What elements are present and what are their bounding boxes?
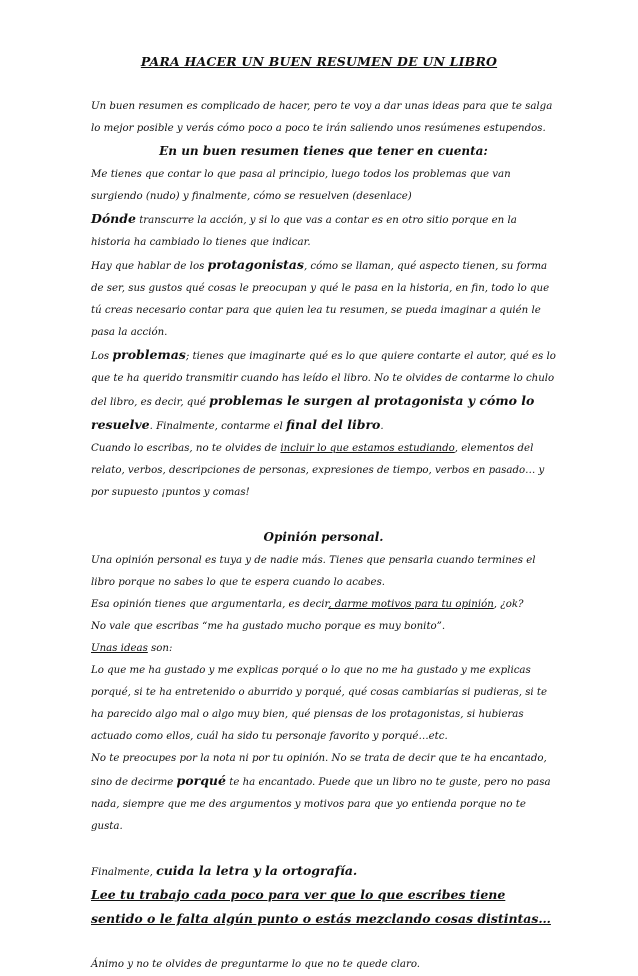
underlined-phrase: incluir lo que estamos estudiando	[280, 443, 455, 454]
bold-term: final del libro	[286, 417, 381, 432]
ideas-label: Unas ideas son:	[91, 643, 173, 654]
document-title: PARA HACER UN BUEN RESUMEN DE UN LIBRO	[140, 54, 498, 69]
bold-term: problemas le surgen al protagonista y cómo lo resuelve	[91, 393, 535, 432]
underlined-phrase: , darme motivos para tu opinión	[328, 599, 494, 610]
opinion-paragraph-1: Una opinión personal es tuya y de nadie más. Tienes que pensarla cuando termines el libro porque no sabes lo que te espera cuando lo acabes.	[91, 555, 536, 588]
document-body	[91, 96, 556, 976]
underlined-phrase: Unas ideas	[91, 643, 148, 654]
final-paragraph: Finalmente, cuida la letra y la ortografía.	[91, 863, 358, 878]
characters-paragraph: Hay que hablar de los protagonistas, cómo se llaman, qué aspecto tienen, su forma de ser, sus gustos qué cosas le preocupan y qué le pasa en la historia, en fin, todo lo que tú creas necesario contar para que quien lea tu resumen, se pueda imaginar a quién le pasa la acción.	[91, 257, 550, 338]
setting-paragraph: Dónde transcurre la acción, y si lo que vas a contar es en otro sitio porque en la historia ha cambiado lo tienes que indicar.	[91, 211, 517, 248]
plot-paragraph: Me tienes que contar lo que pasa al principio, luego todos los problemas que van surgiendo (nudo) y finalmente, cómo se resuelven (desenlace)	[91, 169, 511, 202]
closing-paragraph: Ánimo y no te olvides de preguntarme lo que no te quede claro.	[91, 959, 421, 970]
problems-paragraph: Los problemas; tienes que imaginarte qué es lo que quiere contarte el autor, qué es lo que te ha querido transmitir cuando has leído el libro. No te olvides de contarme lo chulo del libro, es decir, qué problemas le surgen al protagonista y cómo lo resuelve. Finalmente, contarme el final del libro.	[91, 347, 556, 432]
bold-term: Dónde	[91, 211, 136, 226]
writing-paragraph: Cuando lo escribas, no te olvides de incluir lo que estamos estudiando, elementos del relato, verbos, descripciones de personas, expresiones de tiempo, verbos en pasado… y por supuesto ¡puntos y comas!	[91, 443, 545, 498]
bold-term: problemas	[112, 347, 186, 362]
ideas-paragraph: Lo que me ha gustado y me explicas porqué o lo que no me ha gustado y me explicas porqué, si te ha entretenido o aburrido y porqué, qué cosas cambiarías si pudieras, si te ha parecido algo mal o algo muy bien, qué piensas de los protagonistas, si hubieras actuado como ellos, cuál ha sido tu personaje favorito y porqué…etc.	[91, 665, 548, 742]
opinion-paragraph-2: Esa opinión tienes que argumentarla, es decir, darme motivos para tu opinión, ¿ok?	[91, 599, 524, 610]
bold-term: cuida la letra y la ortografía.	[156, 863, 358, 878]
bold-term: protagonistas	[207, 257, 304, 272]
grade-paragraph: No te preocupes por la nota ni por tu opinión. No se trata de decir que te ha encantado, sino de decirme porqué te ha encantado. Puede que un libro no te guste, pero no pasa nada, siempre que me des argumentos y motivos para que yo entienda porque no te gusta.	[91, 753, 551, 832]
section-heading-opinion: Opinión personal.	[263, 530, 384, 544]
intro-paragraph: Un buen resumen es complicado de hacer, pero te voy a dar unas ideas para que te salga lo mejor posible y verás cómo poco a poco te irán saliendo unos resúmenes estupendos.	[91, 101, 553, 134]
review-paragraph: Lee tu trabajo cada poco para ver que lo que escribes tiene sentido o le falta algún punto o estás mezclando cosas distintas…	[91, 887, 551, 926]
bold-term: porqué	[176, 773, 226, 788]
section-heading-resumen: En un buen resumen tienes que tener en cuenta:	[159, 144, 488, 158]
not-valid-paragraph: No vale que escribas “me ha gustado mucho porque es muy bonito”.	[91, 621, 446, 632]
